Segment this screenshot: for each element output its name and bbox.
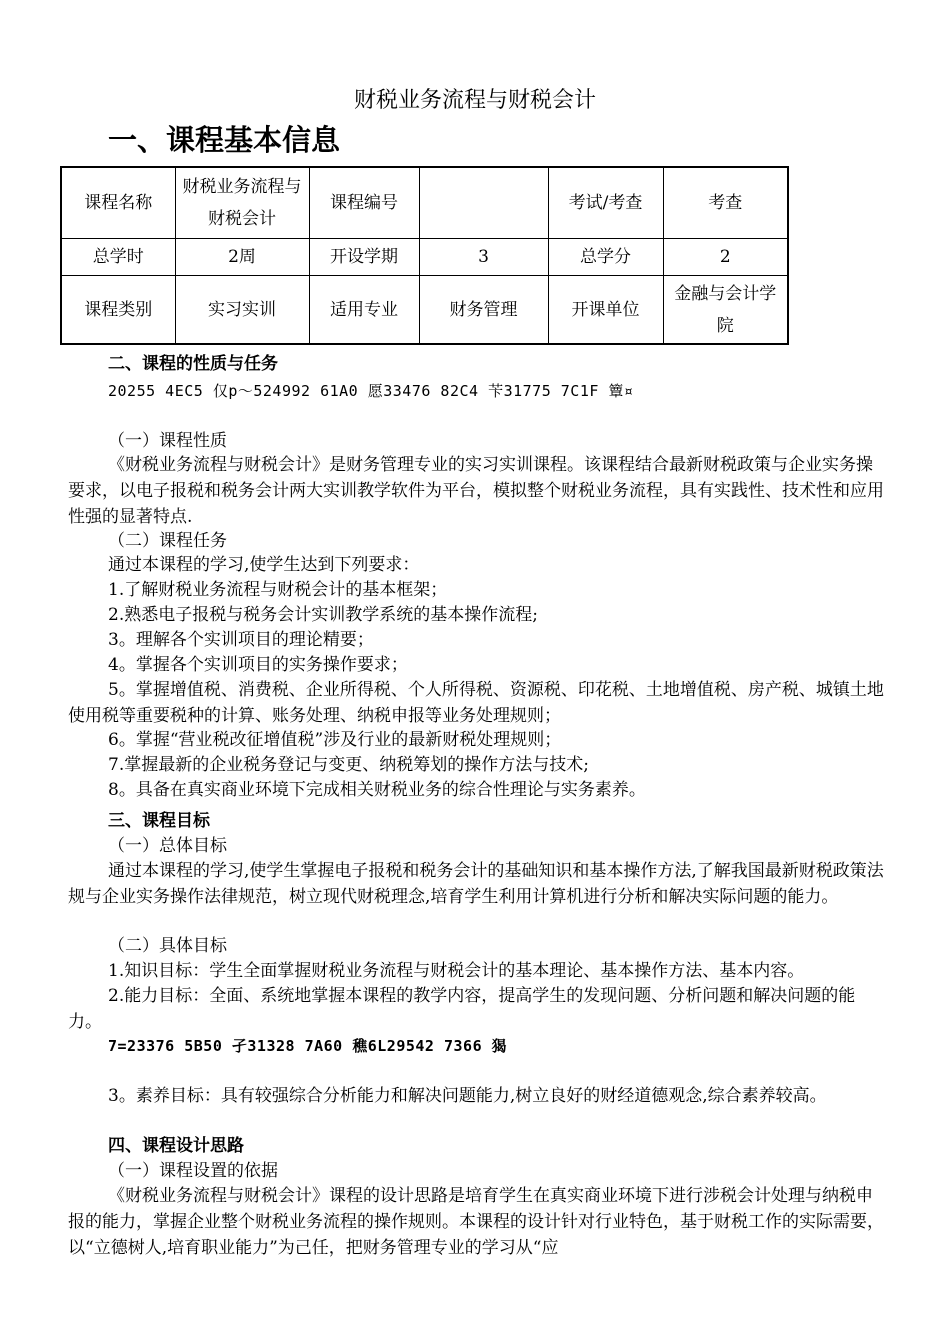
table-cell: 实习实训 <box>175 276 309 345</box>
table-cell: 考查 <box>663 167 788 239</box>
subheading-specific: （二）具体目标 <box>108 936 227 956</box>
table-cell: 财务管理 <box>419 276 548 345</box>
section1-heading: 一、课程基本信息 <box>108 123 341 157</box>
table-cell: 适用专业 <box>309 276 419 345</box>
subheading-task: （二）课程任务 <box>108 531 227 551</box>
task-item: 3。理解各个实训项目的理论精要； <box>108 630 374 650</box>
task-intro: 通过本课程的学习,使学生达到下列要求： <box>108 555 420 575</box>
goal-knowledge: 1.知识目标：学生全面掌握财税业务流程与财税会计的基本理论、基本操作方法、基本内容。 <box>108 961 805 981</box>
table-cell: 开设学期 <box>309 239 419 276</box>
table-cell: 课程类别 <box>61 276 175 345</box>
subheading-nature: （一）课程性质 <box>108 431 227 451</box>
table-cell <box>419 167 548 239</box>
overall-paragraph: 通过本课程的学习,使学生掌握电子报税和税务会计的基础知识和基本操作方法,了解我国最新财税政策法规与企业实务操作法律规范，树立现代财税理念,培育学生利用计算机进行分析和解决实际问题的能力。 <box>68 861 884 907</box>
document-title: 财税业务流程与财税会计 <box>353 88 596 113</box>
table-cell: 课程名称 <box>61 167 175 239</box>
table-cell: 总学分 <box>548 239 663 276</box>
subheading-overall: （一）总体目标 <box>108 836 227 856</box>
garbled-text-line: 7=23376 5B50 孑31328 7A60 穛6L29542 7366 猲 <box>108 1037 508 1055</box>
task-item: 7.掌握最新的企业税务登记与变更、纳税筹划的操作方法与技术; <box>108 755 589 775</box>
section4-heading: 四、课程设计思路 <box>108 1136 244 1156</box>
table-cell: 开课单位 <box>548 276 663 345</box>
goal-ability: 2.能力目标：全面、系统地掌握本课程的教学内容，提高学生的发现问题、分析问题和解决问题的能力。 <box>68 986 856 1032</box>
task-item: 6。掌握“营业税改征增值税”涉及行业的最新财税处理规则； <box>108 730 562 750</box>
garbled-text-line: 20255 4EC5 仅p～524992 61A0 愿33476 82C4 苄31775 7C1F 簟¤ <box>108 382 634 400</box>
task-item: 5。掌握增值税、消费税、企业所得税、个人所得税、资源税、印花税、土地增值税、房产税、城镇土地使用税等重要税种的计算、账务处理、纳税申报等业务处理规则； <box>68 680 884 726</box>
table-cell: 3 <box>419 239 548 276</box>
table-cell: 总学时 <box>61 239 175 276</box>
section2-heading: 二、课程的性质与任务 <box>108 354 278 374</box>
table-row <box>61 239 788 276</box>
table-cell: 课程编号 <box>309 167 419 239</box>
table-cell: 考试/考查 <box>548 167 663 239</box>
task-item: 8。具备在真实商业环境下完成相关财税业务的综合性理论与实务素养。 <box>108 780 646 800</box>
task-item: 4。掌握各个实训项目的实务操作要求； <box>108 655 408 675</box>
course-info-table <box>60 166 789 345</box>
basis-paragraph: 《财税业务流程与财税会计》课程的设计思路是培育学生在真实商业环境下进行涉税会计处理与纳税申报的能力，掌握企业整个财税业务流程的操作规则。本课程的设计针对行业特色，基于财税工作的实际需要，以“立德树人,培育职业能力”为己任，把财务管理专业的学习从“应 <box>68 1186 884 1258</box>
task-item: 1.了解财税业务流程与财税会计的基本框架； <box>108 580 448 600</box>
table-row <box>61 276 788 345</box>
task-item: 2.熟悉电子报税与税务会计实训教学系统的基本操作流程; <box>108 605 538 625</box>
subheading-basis: （一）课程设置的依据 <box>108 1161 278 1181</box>
table-cell: 2 <box>663 239 788 276</box>
table-cell: 金融与会计学院 <box>663 276 788 345</box>
table-row <box>61 167 788 239</box>
section3-heading: 三、课程目标 <box>108 811 210 831</box>
nature-paragraph: 《财税业务流程与财税会计》是财务管理专业的实习实训课程。该课程结合最新财税政策与企业实务操要求，以电子报税和税务会计两大实训教学软件为平台，模拟整个财税业务流程，具有实践性、技术性和应用性强的显著特点. <box>68 455 884 527</box>
table-cell: 2周 <box>175 239 309 276</box>
goal-literacy: 3。素养目标：具有较强综合分析能力和解决问题能力,树立良好的财经道德观念,综合素养较高。 <box>108 1086 827 1106</box>
table-cell: 财税业务流程与财税会计 <box>175 167 309 239</box>
